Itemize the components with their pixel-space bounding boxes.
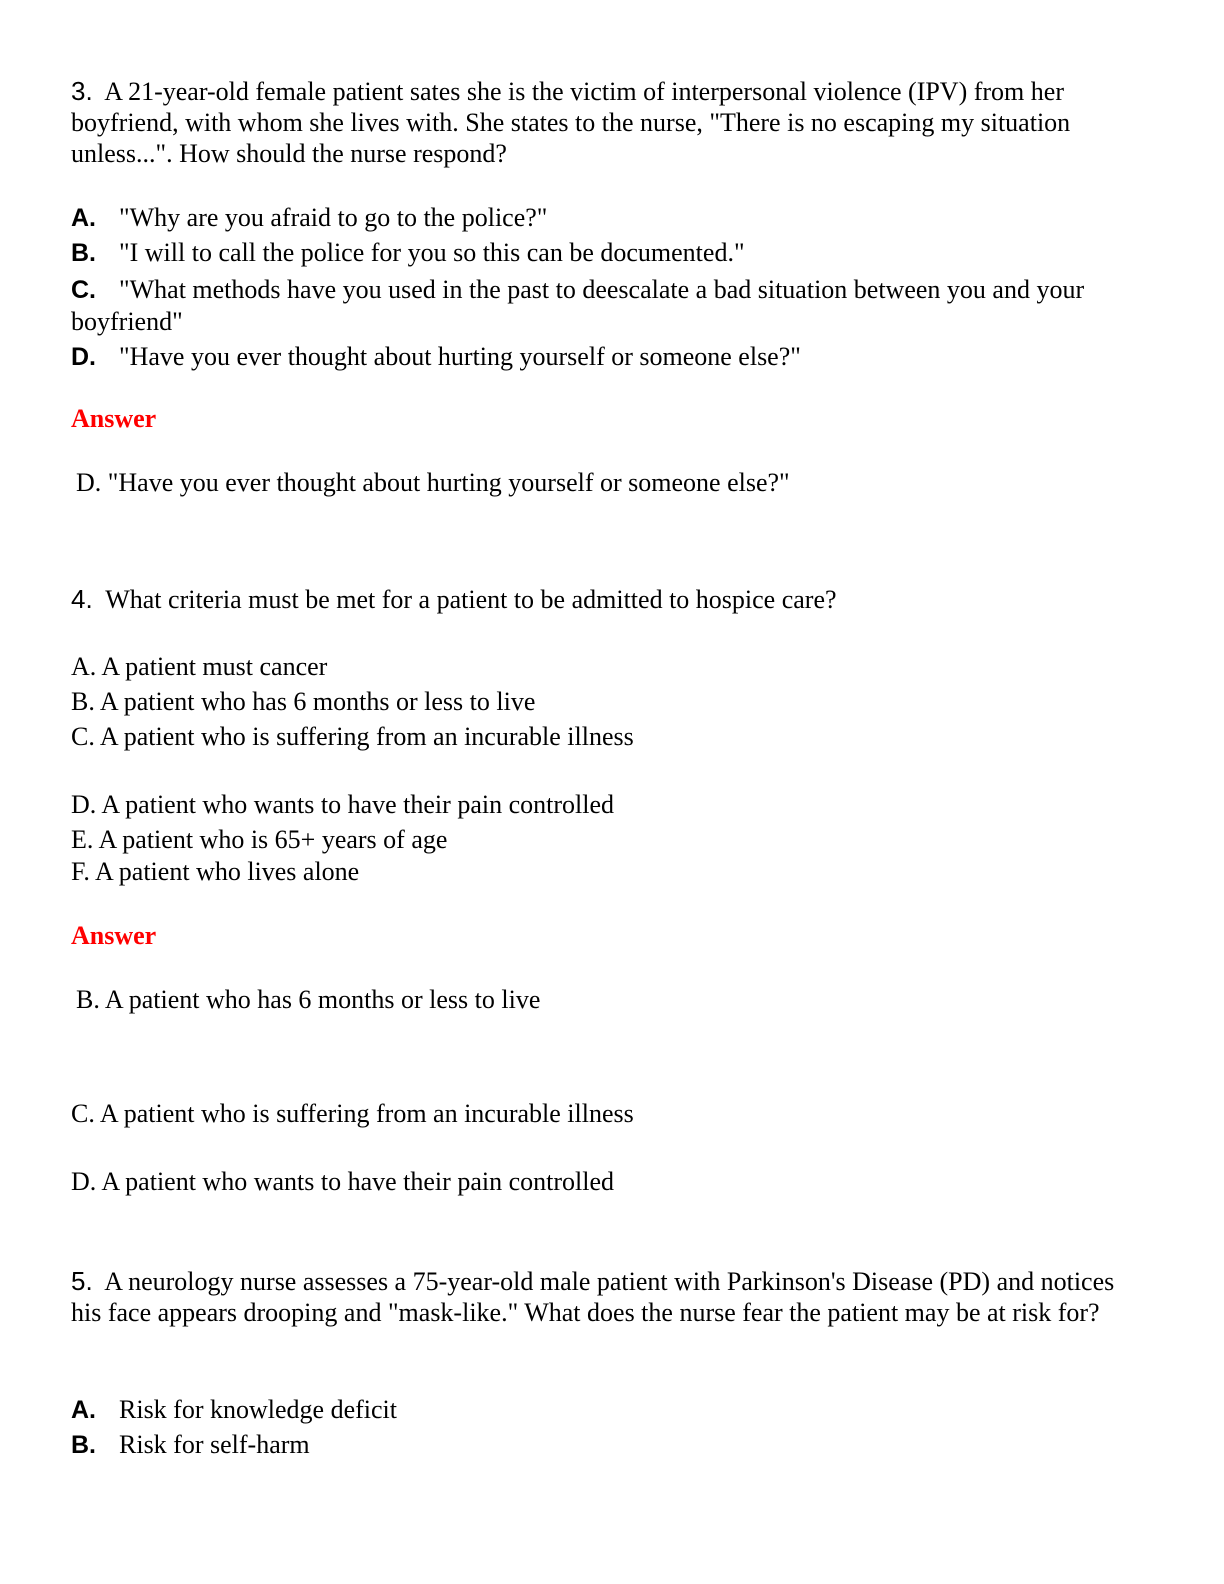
q4-option-d: D. A patient who wants to have their pain controlled [71, 790, 614, 819]
q5-option-a [71, 1394, 1151, 1426]
question-4-stem [71, 584, 1151, 615]
option-text: "I will to call the police for you so this can be documented." [119, 238, 745, 267]
q3-option-d [71, 341, 1151, 373]
q5-option-b [71, 1429, 1151, 1461]
q3-answer: D. "Have you ever thought about hurting yourself or someone else?" [76, 468, 790, 497]
q4-option-a: A. A patient must cancer [71, 652, 328, 681]
option-label: A. [71, 204, 96, 232]
q3-answer-heading: Answer [71, 404, 157, 433]
option-text: "Why are you afraid to go to the police?" [119, 203, 548, 232]
question-number: 4. [71, 584, 93, 614]
q4-answer-2: C. A patient who is suffering from an incurable illness [71, 1099, 634, 1128]
q3-option-a [71, 202, 1151, 234]
question-text: A neurology nurse assesses a 75-year-old male patient with Parkinson's Disease (PD) and notices his face appears drooping and "mask-like." What does the nurse fear the patient may be at risk for? [71, 1267, 1115, 1327]
q3-option-b [71, 237, 1151, 269]
option-label: D. [71, 343, 96, 371]
q4-answer-3: D. A patient who wants to have their pain controlled [71, 1167, 614, 1196]
option-text: "What methods have you used in the past to deescalate a bad situation between you and your boyfriend" [71, 275, 1085, 336]
q4-answer-1: B. A patient who has 6 months or less to live [76, 985, 541, 1014]
question-number: 5. [71, 1266, 93, 1296]
option-label: C. [71, 276, 96, 304]
q4-option-f: F. A patient who lives alone [71, 857, 360, 886]
option-label: B. [71, 239, 96, 267]
question-text: What criteria must be met for a patient to be admitted to hospice care? [105, 585, 837, 614]
option-label: B. [71, 1431, 96, 1459]
q4-answer-heading: Answer [71, 921, 157, 950]
question-3-stem [71, 76, 1151, 169]
option-text: Risk for self-harm [119, 1430, 310, 1459]
q3-option-c [71, 274, 1151, 337]
q4-option-e: E. A patient who is 65+ years of age [71, 825, 448, 854]
q4-option-c: C. A patient who is suffering from an incurable illness [71, 722, 634, 751]
q4-option-b: B. A patient who has 6 months or less to live [71, 687, 536, 716]
option-text: Risk for knowledge deficit [119, 1395, 397, 1424]
question-5-stem [71, 1266, 1151, 1328]
option-text: "Have you ever thought about hurting yourself or someone else?" [119, 342, 801, 371]
option-label: A. [71, 1396, 96, 1424]
question-text: A 21-year-old female patient sates she is the victim of interpersonal violence (IPV) from her boyfriend, with whom she lives with. She states to the nurse, "There is no escaping my situation unless...". How should the nurse respond? [71, 77, 1071, 168]
question-number: 3. [71, 76, 93, 106]
